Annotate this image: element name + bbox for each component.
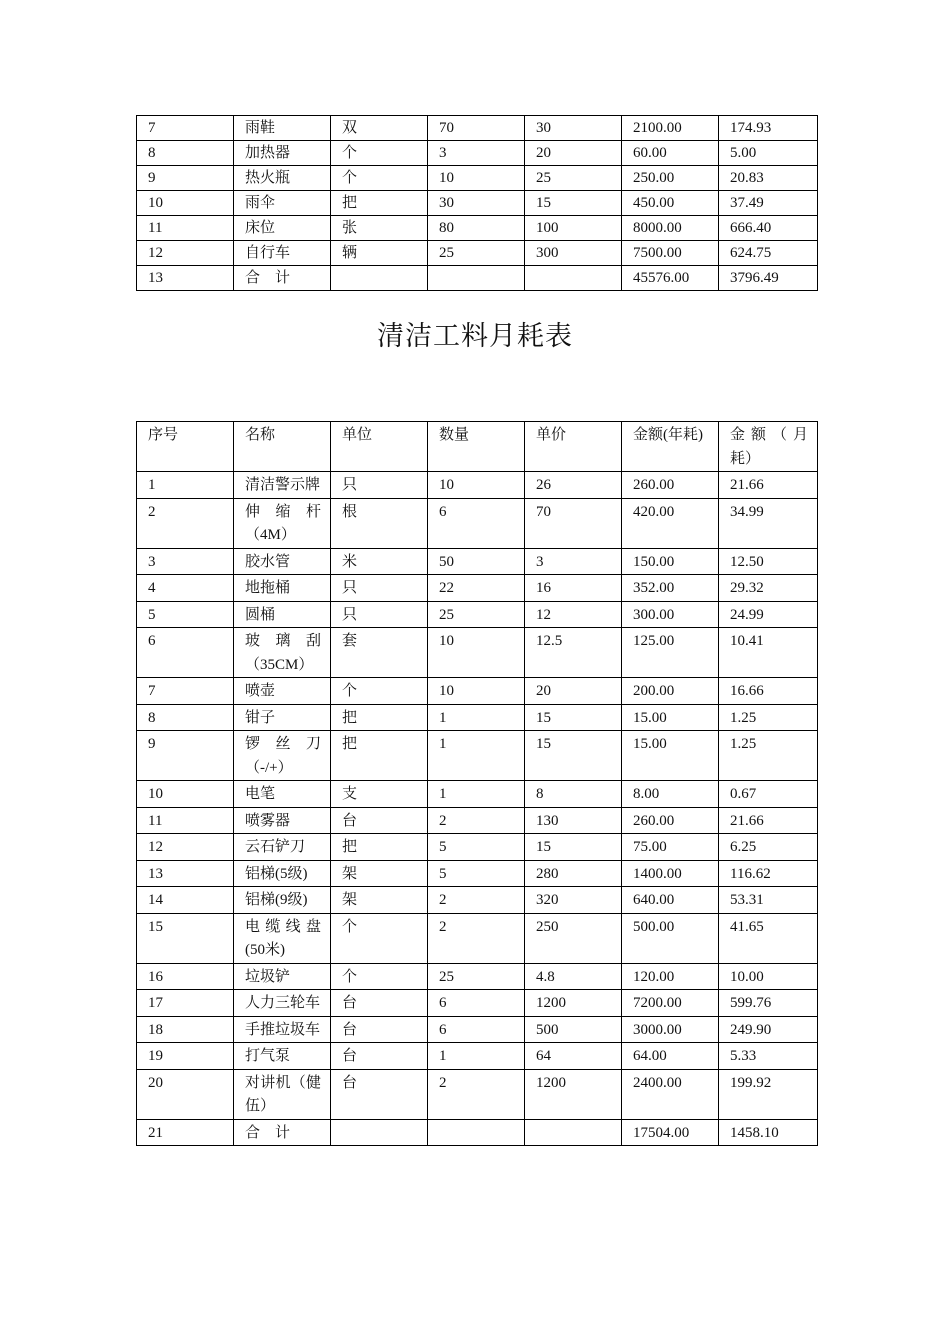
cell-unit-price: 15 — [525, 834, 622, 861]
cell-unit-price: 16 — [525, 575, 622, 602]
table-row — [137, 1043, 818, 1070]
cell-quantity: 25 — [428, 601, 525, 628]
cell-unit: 辆 — [331, 241, 428, 266]
table-row — [137, 628, 818, 678]
cell-name: 电缆线盘(50米) — [234, 913, 331, 963]
table-row — [137, 216, 818, 241]
cell-quantity: 2 — [428, 1069, 525, 1119]
cell-unit — [331, 1119, 428, 1146]
cell-name: 人力三轮车 — [234, 990, 331, 1017]
cell-quantity: 6 — [428, 1016, 525, 1043]
header-quantity: 数量 — [428, 422, 525, 472]
cell-unit-price: 1200 — [525, 1069, 622, 1119]
cell-quantity: 2 — [428, 887, 525, 914]
cell-unit-price: 20 — [525, 141, 622, 166]
cell-name: 雨鞋 — [234, 116, 331, 141]
cell-quantity: 22 — [428, 575, 525, 602]
table-row — [137, 166, 818, 191]
cell-annual-amount: 352.00 — [622, 575, 719, 602]
cell-annual-amount: 120.00 — [622, 963, 719, 990]
cell-name: 床位 — [234, 216, 331, 241]
cell-unit-price: 15 — [525, 704, 622, 731]
table-row — [137, 1069, 818, 1119]
cell-seq: 5 — [137, 601, 234, 628]
cell-unit: 台 — [331, 1043, 428, 1070]
cell-quantity — [428, 1119, 525, 1146]
cell-monthly-amount: 34.99 — [719, 498, 818, 548]
cell-quantity: 25 — [428, 241, 525, 266]
cell-quantity: 6 — [428, 990, 525, 1017]
cell-seq: 15 — [137, 913, 234, 963]
cell-unit-price: 500 — [525, 1016, 622, 1043]
cell-name: 地拖桶 — [234, 575, 331, 602]
table-row — [137, 141, 818, 166]
cell-quantity: 1 — [428, 731, 525, 781]
cell-unit — [331, 266, 428, 291]
cell-seq: 12 — [137, 834, 234, 861]
cell-unit-price: 320 — [525, 887, 622, 914]
cell-monthly-amount: 3796.49 — [719, 266, 818, 291]
table-row — [137, 860, 818, 887]
table-row — [137, 781, 818, 808]
cell-monthly-amount: 5.33 — [719, 1043, 818, 1070]
cell-seq: 13 — [137, 860, 234, 887]
table-row — [137, 963, 818, 990]
cell-unit-price: 8 — [525, 781, 622, 808]
cell-unit-price: 280 — [525, 860, 622, 887]
cell-quantity: 10 — [428, 628, 525, 678]
cleaning-materials-table-body — [137, 472, 818, 1146]
table-header-row — [137, 422, 818, 472]
cell-monthly-amount: 21.66 — [719, 472, 818, 499]
cell-quantity: 50 — [428, 548, 525, 575]
table-row — [137, 241, 818, 266]
cell-annual-amount: 150.00 — [622, 548, 719, 575]
cell-annual-amount: 260.00 — [622, 807, 719, 834]
cell-monthly-amount: 116.62 — [719, 860, 818, 887]
cell-unit-price: 30 — [525, 116, 622, 141]
cell-monthly-amount: 20.83 — [719, 166, 818, 191]
cell-seq: 2 — [137, 498, 234, 548]
cell-seq: 7 — [137, 116, 234, 141]
cell-annual-amount: 1400.00 — [622, 860, 719, 887]
table-row — [137, 601, 818, 628]
cell-annual-amount: 640.00 — [622, 887, 719, 914]
header-unit-price: 单价 — [525, 422, 622, 472]
cell-unit-price: 20 — [525, 678, 622, 705]
table-row — [137, 807, 818, 834]
cell-monthly-amount: 0.67 — [719, 781, 818, 808]
cell-name: 对讲机（健伍） — [234, 1069, 331, 1119]
cell-monthly-amount: 12.50 — [719, 548, 818, 575]
table-row — [137, 498, 818, 548]
cell-seq: 11 — [137, 216, 234, 241]
cell-unit: 套 — [331, 628, 428, 678]
cell-unit: 个 — [331, 963, 428, 990]
table-row — [137, 834, 818, 861]
cell-annual-amount: 15.00 — [622, 731, 719, 781]
cell-seq: 13 — [137, 266, 234, 291]
cell-annual-amount: 64.00 — [622, 1043, 719, 1070]
cell-monthly-amount: 53.31 — [719, 887, 818, 914]
cell-annual-amount: 8.00 — [622, 781, 719, 808]
table-row — [137, 678, 818, 705]
cleaning-materials-table — [136, 421, 818, 1146]
cell-quantity: 10 — [428, 678, 525, 705]
cell-annual-amount: 260.00 — [622, 472, 719, 499]
cell-unit-price: 300 — [525, 241, 622, 266]
cell-annual-amount: 75.00 — [622, 834, 719, 861]
header-name: 名称 — [234, 422, 331, 472]
cell-monthly-amount: 29.32 — [719, 575, 818, 602]
cell-monthly-amount: 1.25 — [719, 731, 818, 781]
cell-name: 打气泵 — [234, 1043, 331, 1070]
cell-unit: 个 — [331, 141, 428, 166]
cell-quantity: 10 — [428, 166, 525, 191]
cell-name: 锣丝刀（-/+） — [234, 731, 331, 781]
cell-name: 圆桶 — [234, 601, 331, 628]
cell-unit: 台 — [331, 1016, 428, 1043]
cell-unit: 把 — [331, 834, 428, 861]
cell-name: 合 计 — [234, 266, 331, 291]
cell-seq: 17 — [137, 990, 234, 1017]
section-title: 清洁工料月耗表 — [377, 321, 573, 352]
cell-monthly-amount: 16.66 — [719, 678, 818, 705]
cell-unit: 台 — [331, 990, 428, 1017]
cell-unit: 张 — [331, 216, 428, 241]
cell-seq: 6 — [137, 628, 234, 678]
cell-name: 伸缩杆（4M） — [234, 498, 331, 548]
cell-name: 喷雾器 — [234, 807, 331, 834]
cell-monthly-amount: 249.90 — [719, 1016, 818, 1043]
cell-annual-amount: 17504.00 — [622, 1119, 719, 1146]
cell-annual-amount: 15.00 — [622, 704, 719, 731]
cell-annual-amount: 420.00 — [622, 498, 719, 548]
cell-name: 喷壶 — [234, 678, 331, 705]
cell-quantity: 5 — [428, 860, 525, 887]
table-row — [137, 913, 818, 963]
header-monthly-amount: 金额（月耗） — [719, 422, 818, 472]
cell-name: 钳子 — [234, 704, 331, 731]
cell-name: 铝梯(9级) — [234, 887, 331, 914]
cell-quantity: 5 — [428, 834, 525, 861]
cell-monthly-amount: 666.40 — [719, 216, 818, 241]
cell-quantity: 2 — [428, 807, 525, 834]
cell-seq: 16 — [137, 963, 234, 990]
inventory-table-body — [137, 116, 818, 291]
cell-monthly-amount: 24.99 — [719, 601, 818, 628]
cell-name: 云石铲刀 — [234, 834, 331, 861]
cell-unit-price: 12.5 — [525, 628, 622, 678]
cell-unit-price: 4.8 — [525, 963, 622, 990]
cell-seq: 9 — [137, 166, 234, 191]
table-row — [137, 731, 818, 781]
table-row — [137, 990, 818, 1017]
cell-annual-amount: 7200.00 — [622, 990, 719, 1017]
cell-unit-price: 15 — [525, 731, 622, 781]
table-row — [137, 575, 818, 602]
table-row — [137, 191, 818, 216]
cell-unit: 根 — [331, 498, 428, 548]
cell-unit-price: 15 — [525, 191, 622, 216]
cell-unit: 台 — [331, 1069, 428, 1119]
table-row — [137, 704, 818, 731]
cell-monthly-amount: 599.76 — [719, 990, 818, 1017]
cell-annual-amount: 8000.00 — [622, 216, 719, 241]
cell-annual-amount: 450.00 — [622, 191, 719, 216]
header-unit: 单位 — [331, 422, 428, 472]
cell-monthly-amount: 199.92 — [719, 1069, 818, 1119]
cell-quantity: 25 — [428, 963, 525, 990]
cell-monthly-amount: 41.65 — [719, 913, 818, 963]
cell-name: 电笔 — [234, 781, 331, 808]
cell-seq: 8 — [137, 141, 234, 166]
cell-monthly-amount: 624.75 — [719, 241, 818, 266]
cell-name: 自行车 — [234, 241, 331, 266]
cell-name: 手推垃圾车 — [234, 1016, 331, 1043]
cell-quantity: 6 — [428, 498, 525, 548]
cell-seq: 14 — [137, 887, 234, 914]
cell-quantity: 1 — [428, 704, 525, 731]
cell-annual-amount: 7500.00 — [622, 241, 719, 266]
cell-unit-price: 70 — [525, 498, 622, 548]
cell-monthly-amount: 21.66 — [719, 807, 818, 834]
cell-annual-amount: 45576.00 — [622, 266, 719, 291]
table-row — [137, 1119, 818, 1146]
cell-unit: 米 — [331, 548, 428, 575]
cell-quantity: 10 — [428, 472, 525, 499]
cell-monthly-amount: 1.25 — [719, 704, 818, 731]
cell-annual-amount: 2400.00 — [622, 1069, 719, 1119]
cell-annual-amount: 300.00 — [622, 601, 719, 628]
cell-name: 热火瓶 — [234, 166, 331, 191]
cell-seq: 12 — [137, 241, 234, 266]
cell-unit-price: 25 — [525, 166, 622, 191]
header-annual-amount: 金额(年耗) — [622, 422, 719, 472]
cell-unit: 个 — [331, 913, 428, 963]
cell-monthly-amount: 5.00 — [719, 141, 818, 166]
cell-monthly-amount: 1458.10 — [719, 1119, 818, 1146]
cell-annual-amount: 250.00 — [622, 166, 719, 191]
cell-unit-price — [525, 266, 622, 291]
cell-seq: 9 — [137, 731, 234, 781]
cell-quantity — [428, 266, 525, 291]
cell-name: 玻璃刮（35CM） — [234, 628, 331, 678]
cell-unit: 只 — [331, 601, 428, 628]
cell-monthly-amount: 10.00 — [719, 963, 818, 990]
table-row — [137, 887, 818, 914]
cell-unit: 架 — [331, 887, 428, 914]
table-row — [137, 1016, 818, 1043]
cell-annual-amount: 200.00 — [622, 678, 719, 705]
table-row — [137, 266, 818, 291]
cell-unit-price: 3 — [525, 548, 622, 575]
cell-unit-price: 130 — [525, 807, 622, 834]
cell-annual-amount: 3000.00 — [622, 1016, 719, 1043]
cell-quantity: 80 — [428, 216, 525, 241]
table-row — [137, 548, 818, 575]
cell-unit: 只 — [331, 472, 428, 499]
cell-name: 加热器 — [234, 141, 331, 166]
cell-seq: 18 — [137, 1016, 234, 1043]
cell-seq: 19 — [137, 1043, 234, 1070]
table-row — [137, 116, 818, 141]
cell-unit-price: 12 — [525, 601, 622, 628]
cell-annual-amount: 125.00 — [622, 628, 719, 678]
cell-unit-price: 26 — [525, 472, 622, 499]
cell-seq: 3 — [137, 548, 234, 575]
cell-quantity: 2 — [428, 913, 525, 963]
cell-unit-price — [525, 1119, 622, 1146]
cell-name: 铝梯(5级) — [234, 860, 331, 887]
cell-name: 胶水管 — [234, 548, 331, 575]
cell-monthly-amount: 174.93 — [719, 116, 818, 141]
cell-seq: 21 — [137, 1119, 234, 1146]
inventory-table-continued — [136, 115, 818, 291]
cell-unit-price: 1200 — [525, 990, 622, 1017]
cell-unit: 支 — [331, 781, 428, 808]
cell-unit: 架 — [331, 860, 428, 887]
cell-monthly-amount: 37.49 — [719, 191, 818, 216]
cell-unit-price: 64 — [525, 1043, 622, 1070]
cell-annual-amount: 60.00 — [622, 141, 719, 166]
cell-seq: 20 — [137, 1069, 234, 1119]
cell-quantity: 30 — [428, 191, 525, 216]
cell-unit: 个 — [331, 678, 428, 705]
cell-unit: 把 — [331, 704, 428, 731]
header-seq: 序号 — [137, 422, 234, 472]
cell-unit: 双 — [331, 116, 428, 141]
cell-name: 合 计 — [234, 1119, 331, 1146]
cell-annual-amount: 500.00 — [622, 913, 719, 963]
cell-monthly-amount: 6.25 — [719, 834, 818, 861]
cell-unit-price: 250 — [525, 913, 622, 963]
cell-quantity: 1 — [428, 1043, 525, 1070]
cell-seq: 10 — [137, 781, 234, 808]
cell-name: 垃圾铲 — [234, 963, 331, 990]
cell-unit: 只 — [331, 575, 428, 602]
cell-seq: 7 — [137, 678, 234, 705]
cell-unit: 个 — [331, 166, 428, 191]
cell-unit: 把 — [331, 731, 428, 781]
cell-quantity: 3 — [428, 141, 525, 166]
cell-seq: 10 — [137, 191, 234, 216]
cell-name: 雨伞 — [234, 191, 331, 216]
cell-seq: 11 — [137, 807, 234, 834]
cell-seq: 1 — [137, 472, 234, 499]
cell-unit: 把 — [331, 191, 428, 216]
cell-unit: 台 — [331, 807, 428, 834]
cell-unit-price: 100 — [525, 216, 622, 241]
cell-quantity: 70 — [428, 116, 525, 141]
cell-seq: 8 — [137, 704, 234, 731]
cell-quantity: 1 — [428, 781, 525, 808]
cell-annual-amount: 2100.00 — [622, 116, 719, 141]
cell-name: 清洁警示牌 — [234, 472, 331, 499]
cell-monthly-amount: 10.41 — [719, 628, 818, 678]
table-row — [137, 472, 818, 499]
cell-seq: 4 — [137, 575, 234, 602]
